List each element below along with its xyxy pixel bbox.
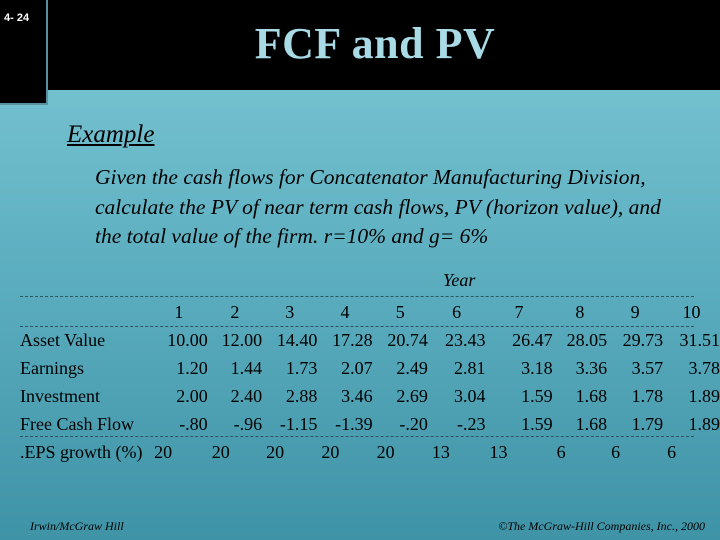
table-cell: 1.68	[575, 413, 608, 434]
year-header: 3	[285, 301, 295, 322]
table-cell: 28.05	[566, 329, 608, 350]
table-cell: -1.15	[279, 413, 318, 434]
table-cell: 31.51	[679, 329, 720, 350]
problem-statement: Given the cash flows for Concatenator Manufacturing Division, calculate the PV of near term cash flows, PV (horizon value), and the total value of the firm. r=10% and g= 6%	[95, 165, 661, 248]
table-cell: 3.18	[521, 357, 553, 378]
table-row-investment	[18, 382, 720, 410]
table-cell: 20.74	[387, 329, 428, 350]
footer-publisher: Irwin/McGraw Hill	[30, 519, 124, 533]
slide-title: FCF and PV	[254, 19, 496, 68]
table-row-free-cash-flow	[18, 410, 720, 438]
table-cell: 10.00	[167, 329, 208, 350]
table-cell: 1.79	[631, 413, 664, 434]
table-cell: 1.59	[521, 385, 553, 406]
table-cell: 13	[431, 441, 450, 462]
table-cell: 2.40	[230, 385, 263, 406]
table-cell: 3.78	[688, 357, 720, 378]
year-header: 1	[174, 301, 184, 322]
table-row-asset-value	[18, 326, 720, 354]
table-cell: 2.49	[396, 357, 428, 378]
table-row-earnings	[18, 354, 720, 382]
table-cell: 12.00	[221, 329, 263, 350]
table-cell: 1.68	[575, 385, 608, 406]
table-cell: -1.39	[335, 413, 373, 434]
table-cell: 2.07	[341, 357, 373, 378]
year-header: 6	[452, 301, 462, 322]
table-cell: 3.57	[631, 357, 664, 378]
year-header: 10	[682, 301, 701, 322]
table-cell: 13	[489, 441, 508, 462]
year-header: 7	[514, 301, 524, 322]
row-label: Free Cash Flow	[20, 413, 134, 434]
table-row-eps-growth	[18, 438, 720, 466]
table-cell: 1.20	[176, 357, 208, 378]
table-cell: -.23	[456, 413, 486, 434]
year-header: 2	[230, 301, 240, 322]
table-cell: 1.73	[285, 357, 318, 378]
table-cell: 20	[376, 441, 395, 462]
table-cell: 2.81	[453, 357, 486, 378]
table-top-rule	[20, 296, 694, 297]
table-cell: 20	[321, 441, 340, 462]
table-cell: 23.43	[444, 329, 486, 350]
table-cell: 20	[266, 441, 285, 462]
table-cell: 1.89	[688, 385, 720, 406]
table-cell: 26.47	[512, 329, 553, 350]
table-cell: 1.89	[688, 413, 720, 434]
table-cell: 29.73	[622, 329, 664, 350]
year-header: 8	[575, 301, 585, 322]
row-label: Investment	[20, 385, 100, 406]
example-heading: Example	[67, 121, 155, 148]
table-cell: 3.04	[453, 385, 486, 406]
table-cell: -.20	[399, 413, 428, 434]
table-cell: -.96	[233, 413, 263, 434]
table-cell: 3.46	[341, 385, 373, 406]
footer-copyright: ©The McGraw-Hill Companies, Inc., 2000	[498, 519, 705, 533]
table-cell: 3.36	[575, 357, 608, 378]
cash-flow-table	[18, 298, 720, 466]
year-header: 9	[630, 301, 640, 322]
table-cell: 2.88	[285, 385, 318, 406]
table-cell: 1.59	[521, 413, 553, 434]
table-cell: 20	[154, 441, 173, 462]
table-cell: 2.69	[396, 385, 428, 406]
header-spacer	[18, 298, 150, 326]
row-label: Earnings	[20, 357, 84, 378]
slide-number: 4- 24	[4, 12, 30, 24]
table-cell: 1.44	[230, 357, 263, 378]
year-header: 4	[340, 301, 350, 322]
table-cell: 6	[611, 441, 621, 462]
table-cell: 6	[667, 441, 677, 462]
row-label: Asset Value	[20, 329, 106, 350]
row-label: .EPS growth (%)	[20, 441, 143, 462]
table-cell: 14.40	[276, 329, 318, 350]
table-cell: 1.78	[631, 385, 664, 406]
year-header: 5	[395, 301, 405, 322]
table-cell: 17.28	[332, 329, 373, 350]
table-cell: 20	[211, 441, 230, 462]
table-cell: -.80	[179, 413, 208, 434]
year-header-row	[18, 298, 720, 326]
table-cell: 2.00	[176, 385, 208, 406]
table-cell: 6	[556, 441, 566, 462]
year-label: Year	[443, 270, 476, 290]
